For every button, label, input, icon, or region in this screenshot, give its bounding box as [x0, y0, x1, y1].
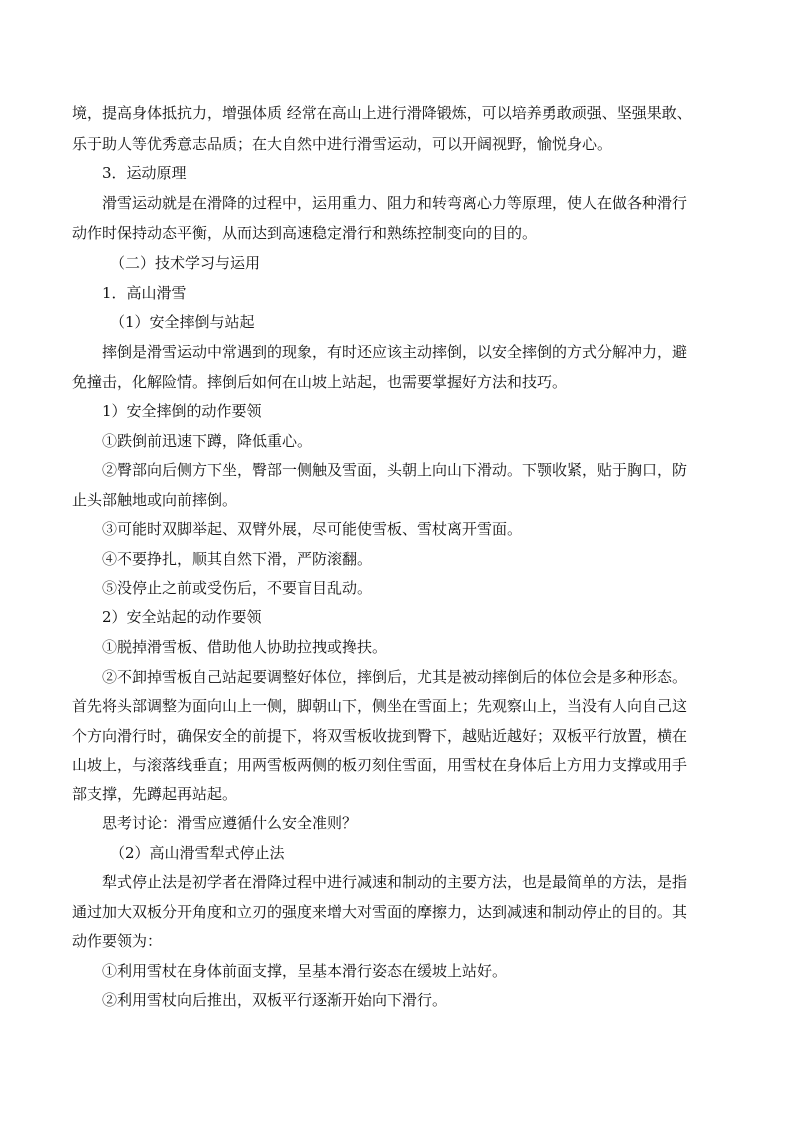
section-heading: 1．高山滑雪: [102, 284, 187, 302]
list-item: ①利用雪杖在身体前面支撑，呈基本滑行姿态在缓坡上站好。: [102, 962, 508, 980]
list-item: ④不要挣扎，顺其自然下滑，严防滚翻。: [102, 550, 373, 568]
list-item: ②利用雪杖向后推出，双板平行逐渐开始向下滑行。: [102, 991, 448, 1009]
list-item: ⑤没停止之前或受伤后，不要盲目乱动。: [102, 579, 373, 597]
list-item: ②不卸掉雪板自己站起要调整好体位，摔倒后，尤其是被动摔倒后的体位会是多种形态。: [102, 668, 688, 686]
paragraph-line: 山坡上，与滚落线垂直；用两雪板两侧的板刃刻住雪面，用雪杖在身体后上方用力支撑或用手: [72, 756, 688, 774]
paragraph-line: 犁式停止法是初学者在滑降过程中进行减速和制动的主要方法，也是最简单的方法，是指: [102, 873, 688, 891]
paragraph-line: 部支撑，先蹲起再站起。: [72, 785, 238, 803]
section-heading: 3．运动原理: [102, 164, 187, 182]
paragraph-line: 乐于助人等优秀意志品质；在大自然中进行滑雪运动，可以开阔视野，愉悦身心。: [72, 135, 613, 153]
paragraph-line: 免撞击，化解险情。摔倒后如何在山坡上站起，也需要掌握好方法和技巧。: [72, 373, 568, 391]
section-heading: （二）技术学习与运用: [110, 254, 261, 272]
paragraph-line: 止头部触地或向前摔倒。: [72, 491, 238, 509]
discussion-question: 思考讨论：滑雪应遵循什么安全准则？: [102, 814, 358, 832]
paragraph-line: 摔倒是滑雪运动中常遇到的现象，有时还应该主动摔倒，以安全摔倒的方式分解冲力，避: [102, 343, 688, 361]
subsection-heading: 1）安全摔倒的动作要领: [102, 402, 262, 420]
paragraph-line: 首先将头部调整为面向山上一侧，脚朝山下，侧坐在雪面上；先观察山上，当没有人向自己这: [72, 697, 688, 715]
list-item: ①脱掉滑雪板、借助他人协助拉拽或搀扶。: [102, 638, 388, 656]
list-item: ③可能时双脚举起、双臂外展，尽可能使雪板、雪杖离开雪面。: [102, 520, 523, 538]
paragraph-line: 通过加大双板分开角度和立刃的强度来增大对雪面的摩擦力，达到减速和制动停止的目的。其: [72, 903, 688, 921]
section-heading: （2）高山滑雪犁式停止法: [110, 844, 285, 862]
subsection-heading: 2）安全站起的动作要领: [102, 608, 262, 626]
list-item: ②臀部向后侧方下坐，臀部一侧触及雪面，头朝上向山下滑动。下颚收紧，贴于胸口，防: [102, 461, 688, 479]
paragraph-line: 动作时保持动态平衡，从而达到高速稳定滑行和熟练控制变向的目的。: [72, 224, 538, 242]
paragraph-line: 滑雪运动就是在滑降的过程中，运用重力、阻力和转弯离心力等原理，使人在做各种滑行: [102, 194, 688, 212]
paragraph-line: 个方向滑行时，确保安全的前提下，将双雪板收拢到臀下，越贴近越好；双板平行放置，横在: [72, 727, 688, 745]
list-item: ①跌倒前迅速下蹲，降低重心。: [102, 432, 313, 450]
paragraph-line: 境，提高身体抵抗力，增强体质 经常在高山上进行滑降锻炼，可以培养勇敢顽强、坚强果敢、: [72, 104, 692, 122]
section-heading: （1）安全摔倒与站起: [110, 313, 255, 331]
paragraph-line: 动作要领为：: [72, 932, 163, 950]
